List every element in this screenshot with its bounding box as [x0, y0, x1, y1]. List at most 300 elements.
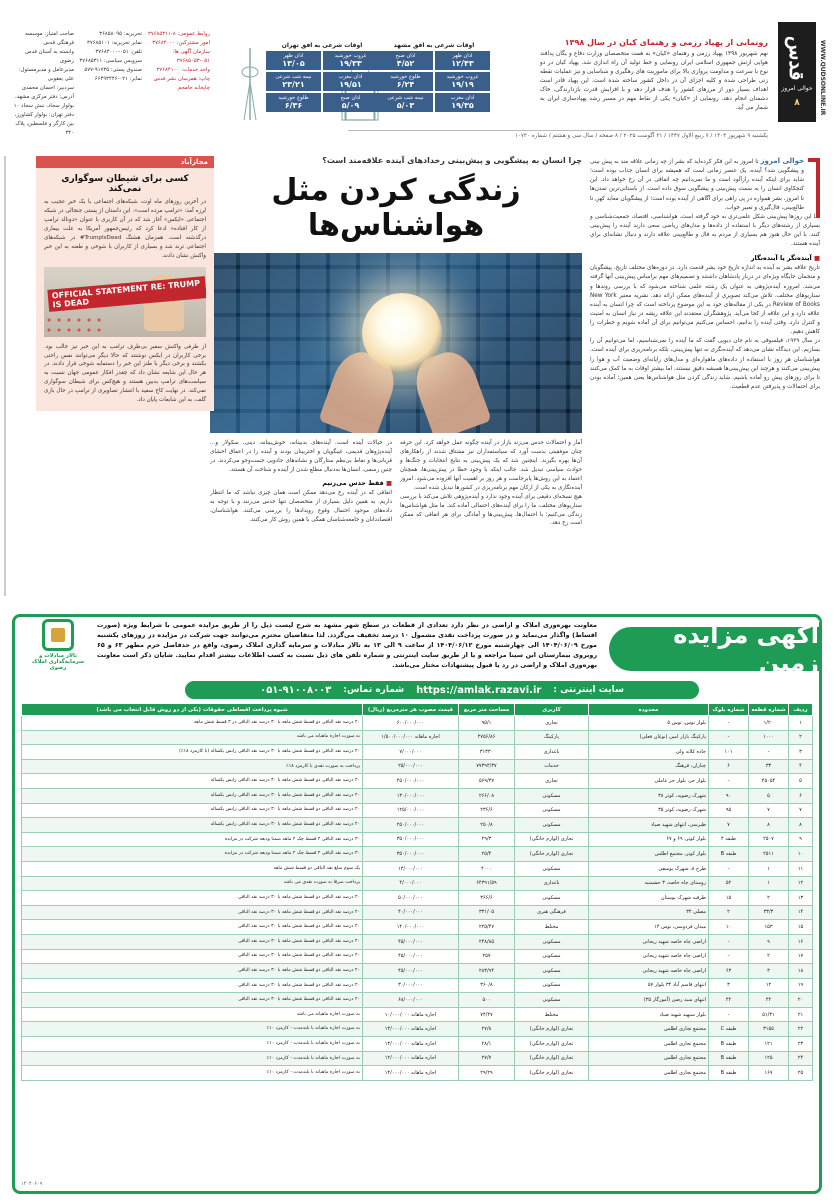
dateline: یکشنبه ۹ شهریور ۱۴۰۴ / ۷ ربیع الاول ۱۴۴۷ / ۳۱ آگوست ۲۰۲۵ / ۸ صفحه / سال سی و هشتم / شماره ۱۰۷۳۰ — [348, 130, 768, 139]
ad-logo — [23, 619, 93, 679]
masthead-col-contacts: تحریریه: ۳۶۸۵۸۰۹۵ نمابر تحریریه: ۳۷۶۸۵۱۰۱ تلفن: ۰۵۱-۳۷۶۸۴۰۰۰ سرویس سیاسی: ۳۷۶۸۵۳۱۱ صندوق پستی: ۹۱۷۳۵-۵۷۷ نمابر: ۰۲۱-۶۶۴۹۳۴۴۶ — [79, 31, 142, 82]
tower-icon — [230, 46, 270, 122]
table-cell: تجاری — [515, 716, 589, 731]
table-cell: ۱۶ — [789, 934, 813, 949]
prayer-cell: اذان مغرب ۱۹/۵۱ — [323, 72, 378, 91]
table-cell: ۸ — [749, 818, 789, 833]
table-cell: - — [709, 1007, 749, 1022]
table-cell: ۲ — [749, 891, 789, 906]
table-cell: ۱ — [749, 876, 789, 891]
feature-paragraph: هیچ نسخه‌ای دقیقی برای آینده وجود ندارد و آینده‌پژوهی تلاش می‌کند با بررسی سناریوهای مختلف، ما را برای آینده‌های احتمالی آماده کند. ما مثل هواشناس‌ها زندگی می‌کنیم؛ با احتمال‌ها، پیش‌بینی‌ها و آمادگی برای هر اتفاقی که ممکن است رخ دهد. — [400, 493, 582, 527]
table-cell: ۵ — [749, 788, 789, 803]
table-cell: اراضی چاه خاصه شهید ریحانی — [589, 934, 709, 949]
site-label: سایت اینترنتی : — [553, 685, 624, 695]
table-cell: ۴۵۰۵۴ — [749, 774, 789, 789]
table-cell: تجاری (لوازم خانگی) — [515, 847, 589, 862]
table-cell: B طبقه — [709, 1051, 749, 1066]
table-cell: ۳۶۰/۸ — [459, 978, 515, 993]
table-cell: ۹۵ — [709, 803, 749, 818]
table-cell: ۱۰ — [709, 920, 749, 935]
table-cell: شهرک رضویه، کوثر ۳۸ — [589, 788, 709, 803]
table-cell: ۴۰ درصد نقد الباقی دو قسط شش ماهه یا ۳۰ درصد نقد الباقی رایس یکساله — [22, 788, 363, 803]
table-row[interactable] — [22, 993, 813, 1008]
table-cell: ۳۰/۰۰۰/۰۰۰ — [363, 978, 459, 993]
table-cell: ۶ — [789, 788, 813, 803]
table-row[interactable] — [22, 759, 813, 774]
table-cell: ۵ — [789, 774, 813, 789]
table-cell: روستای چاه خاصه، ۳ حشمتیه — [589, 876, 709, 891]
table-cell: ۴۰ درصد نقد الباقی دو قسط شش ماهه یا ۳۰ درصد نقد الباقی — [22, 934, 363, 949]
table-cell: ۴۰ درصد نقد الباقی دو قسط شش ماهه یا ۳۰ درصد نقد الباقی رایس یکساله — [22, 774, 363, 789]
table-cell: ۹۰ — [709, 788, 749, 803]
table-cell: بلوار کوثر، مجتمع اطلس — [589, 847, 709, 862]
table-cell: طرح ۸، شهرک یوسفی — [589, 861, 709, 876]
feature-kicker: چرا انسان به پیشگویی و پیش‌بینی رخدادهای آینده علاقه‌مند است؟ — [322, 156, 582, 165]
table-cell: به صورت اجاره ماهیانه با بلندمدت - کارمزد ۱۰٪ — [22, 1051, 363, 1066]
table-cell: ۲۹/۲۹ — [459, 1066, 515, 1081]
table-row[interactable] — [22, 803, 813, 818]
column-header: مساحت متر مربع — [459, 704, 515, 716]
ad-intro: معاونت بهره‌وری املاک و اراضی در نظر دارد تعدادی از قطعات در سطح شهر مشهد به شرح لیست ذیل را از طریق مزایده عمومی با شرایط ویژه (صورت اقساط) واگذار می‌نماید و در صورت پرداخت نقدی مشمول ۱۰ درصد تخفیف می‌گردد. لذا متقاضیان محترم می‌توانند جهت شرکت در مزایده در روزهای یکشنبه مورخ ۱۴۰۴/۰۶/۰۹ الی چهارشنبه مورخ ۱۴۰۴/۰۶/۱۲ از ساعت ۹ الی ۱۳ به تالار مبادلات و سرمایه گذاری املاک رضوی، واقع در حدفاصل حرم مطهر ۶۳ و ۶۵ روبروی بیمارستان ابن سینا مراجعه و یا از طریق سایت اینترنتی و شماره تلفن های ذیل نسبت به کسب اطلاعات بیشتر اقدام نمایید. شایان ذکر است معاونت بهره‌وری املاک و اراضی در رد یا قبول پیشنهادات مختار می‌باشد. — [97, 621, 597, 669]
table-cell: ۲۹/۳ — [459, 832, 515, 847]
table-cell: ۵۲ — [709, 876, 749, 891]
table-cell: ۷۴/۴۷ — [459, 1007, 515, 1022]
table-cell: ۴۵۰/۰۰۰/۰۰۰ — [363, 774, 459, 789]
table-cell: ۲۵۰/۰۰۰/۰۰۰ — [363, 818, 459, 833]
table-row[interactable] — [22, 978, 813, 993]
prayer-cell: نیمه شب شرعی ۲۳/۲۱ — [266, 72, 321, 91]
table-cell: مسکونی — [515, 934, 589, 949]
masthead-col-publisher: صاحب امتیاز: موسسه فرهنگی قدس وابسته به آستان قدس رضوی مدیرعامل و مدیرمسئول: علی یعقوبی سردبیر: احسان محمدی آدرس: دفتر مرکزی مشهد، بولوار سجاد، نبش سجاد ۱۰ دفتر تهران: بولوار کشاورز، بین کارگر و فلسطین، پلاک ۳۴۰ — [13, 31, 74, 136]
table-cell: ۲۳ — [789, 1037, 813, 1052]
table-cell: ۹ — [749, 934, 789, 949]
site-url[interactable]: WWW.QUDSONLINE.IR — [819, 40, 826, 116]
masthead-col-phones: روابط عمومی: ۸-۳۷۶۸۵۳۱۱ امور مشترکین: ۳۷۶۸۴۰۰۰ سازمان آگهی ها: ۰۵۱-۳۷۶۸۵۰۵۳ واحد خدمات: ۳۷۶۸۴۱۰۰ چاپ: همرسان نشر قدس چاپخانه جامجم — [148, 31, 210, 91]
table-cell: ۴۰ درصد نقد الباقی دو قسط شش ماهه یا ۳۰ درصد نقد الباقی — [22, 920, 363, 935]
phone-number[interactable]: ۰۵۱-۹۱۰۰۸۰۰۳ — [260, 684, 332, 696]
masthead-info — [10, 30, 210, 136]
table-row[interactable] — [22, 861, 813, 876]
table-cell: ۴۰ درصد نقد الباقی دو قسط شش ماهه یا ۳۰ درصد نقد الباقی — [22, 964, 363, 979]
prayer-title: اوقات شرعی به افق مشهد — [393, 42, 475, 49]
table-cell: ۲ — [749, 949, 789, 964]
column-header: ردیف — [789, 704, 813, 716]
table-cell: به صورت اجاره ماهیانه می باشد — [22, 1007, 363, 1022]
table-cell: مختلط — [515, 920, 589, 935]
table-cell: باغداری — [515, 745, 589, 760]
table-cell: ۶۳ — [709, 964, 749, 979]
table-cell: ۱۶۷ — [749, 1066, 789, 1081]
table-cell: ۵۱/۳۱ — [749, 1007, 789, 1022]
table-row[interactable] — [22, 876, 813, 891]
table-cell: B طبقه — [709, 847, 749, 862]
table-row[interactable] — [22, 730, 813, 745]
table-cell: ۲۸۳/۹۴ — [459, 964, 515, 979]
table-cell: ۶ — [709, 759, 749, 774]
feature-paragraph: در خیالات آینده است. آینده‌های بدبینانه، خوش‌بینانه، دینی، سکولار و... آینده‌پژوهان قدیمی، غیبگویان و اختربینان بودند و آینده را در اعماق احشای قربانی‌ها و نقاط بی‌نظم ستارگان و نشانه‌های جادویی جست‌وجو می‌کردند. در چنین رسمی، انسان‌ها به‌دنبال مطلع شدن از آینده و شناخت آن هستند. — [210, 440, 392, 473]
feature-article — [210, 156, 582, 596]
table-cell: چناران، فرهنگ — [589, 759, 709, 774]
table-cell: مسکونی — [515, 978, 589, 993]
table-cell: مجتمع تجاری اطلس — [589, 1037, 709, 1052]
table-cell: ۶۴۳۹۱/۵۹ — [459, 876, 515, 891]
side-column — [36, 156, 214, 596]
table-cell: ۲۴۸/۸۵ — [459, 934, 515, 949]
table-cell: ۵۰۰ — [459, 993, 515, 1008]
editorial-lead: حوالی امروز تا امروز به این فکر کرده‌اید که بشر از چه زمانی علاقه مند به پیش بینی و پیشگویی شد؟ آینده، یک عنصر زمانی است که همیشه برای انسان جذاب بوده است؛ شاید برای اینکه آینده رازآلود است و ما نمی‌دانیم چه اتفاقی در آن رخ خواهد داد. این کنجکاوی انسان را به سمت پیش‌بینی و پیشگویی سوق داده است. از باستانی‌ترین تمدن‌ها تا امروز، بشر همواره در پی راهی برای آگاهی از آینده بوده است؛ از پیشگویان معابد کهن تا طالع‌بینی، فال‌گیری و تعبیر خواب. — [590, 157, 805, 211]
table-row[interactable] — [22, 1066, 813, 1081]
table-row[interactable] — [22, 891, 813, 906]
table-cell: ۲۵۱۱ — [749, 847, 789, 862]
table-row[interactable] — [22, 1037, 813, 1052]
column-header: شماره قطعه — [749, 704, 789, 716]
side-tag: مجازآباد — [36, 156, 214, 168]
table-cell: ۵۰/۰۰۰/۰۰۰ — [363, 891, 459, 906]
table-cell: ۱۴ — [789, 905, 813, 920]
table-cell: ۲۱ — [789, 1007, 813, 1022]
table-cell: مسکونی — [515, 818, 589, 833]
table-cell: طبرسی، انتهای شهید صیاد — [589, 818, 709, 833]
table-cell: ۱۹ — [789, 978, 813, 993]
table-cell: بلوار توس، توس ۵ — [589, 716, 709, 731]
table-cell: ۲۰ — [789, 993, 813, 1008]
feature-paragraph: آمار و احتمالات حدس می‌زند بازار در آینده چگونه عمل خواهد کرد. این حرفه چنان موفقیتی بدست آورد که سیاستمداران نیز مشتاق شدند از راهکارهای آن‌ها بهره بگیرند. اینچنین شد که یک پیش‌بینی به نتایج انتخابات و جنگ‌ها و حوادث سیاسی تبدیل شد. جالب اینکه با وجود خطا در پیش‌بینی‌ها، همچنان اعتماد به این روش‌ها پابرجاست و هر روز بر اهمیت آنها افزوده می‌شود. امروز آینده‌نگاری به یکی از ارکان مهم برنامه‌ریزی در کشورها تبدیل شده است. — [400, 440, 582, 491]
column-header: محدوده — [589, 704, 709, 716]
table-cell: - — [709, 774, 749, 789]
table-cell: یک سوم مبلغ نقد الباقی دو قسط شش ماهه — [22, 861, 363, 876]
table-cell: ۳۱۳۳۰ — [459, 745, 515, 760]
feature-image — [210, 253, 582, 433]
table-row[interactable] — [22, 920, 813, 935]
side-body: از طرفی واکنش سفیر بی‌طرف ترامپ به این خبر نیز جالب بود. برخی کاربران در ایکس نوشتند که حالا دیگر می‌توانند نفس راحتی بکشند و برخی دیگر با طنز این خبر را دستمایه شوخی قرار دادند. در هر حال این شایعه نشان داد که چقدر افکار عمومی جهان نسبت به سیاست‌های ترامپ بدبین هستند و هیچ‌کس برای شیطان سوگواری نمی‌کند. در نهایت کاخ سفید با انتشار تصاویری از ترامپ در حال بازی گلف، به این شایعات پایان داد. — [44, 343, 206, 404]
table-cell: ۱۵۳ — [749, 920, 789, 935]
table-cell: ۳۱۵۵ — [749, 1022, 789, 1037]
table-cell: مجتمع تجاری اطلس — [589, 1051, 709, 1066]
table-cell: اراضی چاه خاصه شهید ریحانی — [589, 964, 709, 979]
table-cell: پرداخت صرفا به صورت نقدی می باشد — [22, 876, 363, 891]
table-cell: اجاره ماهانه ۱۲/۰۰۰/۰۰۰ — [363, 1051, 459, 1066]
table-cell: فرهنگی هنری — [515, 905, 589, 920]
table-cell: ۲ — [709, 905, 749, 920]
table-cell: ۴۵/۰۰۰/۰۰۰ — [363, 934, 459, 949]
feature-paragraph: اتفاقی که در آینده رخ می‌دهد ممکن است همان چیزی نباشد که ما انتظار داریم. به همین دلیل بسیاری از متخصصان تنها حدس می‌زنند و با توجه به داده‌های موجود احتمال وقوع رویدادها را بررسی می‌کنند. هواشناسان، اقتصاددانان و جامعه‌شناسان همگی با همین روش کار می‌کنند. — [210, 489, 392, 523]
table-cell: ۱/۲۰ — [749, 716, 789, 731]
table-cell: ۳۵۰/۰۰۰/۰۰۰ — [363, 847, 459, 862]
prayer-cell: طلوع خورشید ۶/۲۴ — [378, 72, 433, 91]
table-cell: ۲۳۶/۶ — [459, 803, 515, 818]
table-cell: ۱۸ — [789, 964, 813, 979]
logo-text: قدس — [785, 36, 809, 81]
table-cell: ۳۶۶/۶ — [459, 891, 515, 906]
table-cell: ۷/۰۰۰/۰۰۰ — [363, 745, 459, 760]
table-cell: تجاری (لوازم خانگی) — [515, 1066, 589, 1081]
table-cell: ۲۴ — [789, 1051, 813, 1066]
table-cell: ۳ — [709, 978, 749, 993]
table-cell: ۱۴/۰۰۰/۰۰۰ — [363, 861, 459, 876]
table-cell: ۲۵۷ — [459, 949, 515, 964]
table-cell: بلوار سپهبد شهید صیاد — [589, 1007, 709, 1022]
prayer-cell: اذان ظهر ۱۳/۰۵ — [266, 51, 321, 70]
table-cell: مختلط — [515, 1007, 589, 1022]
table-cell: اجاره ماهانه ۱۳/۰۰۰/۰۰۰ — [363, 1022, 459, 1037]
table-row[interactable] — [22, 745, 813, 760]
table-cell: ۲۲۵/۴۷ — [459, 920, 515, 935]
table-cell: ۸ — [789, 818, 813, 833]
table-cell: ۲۵۰/۸ — [459, 818, 515, 833]
table-cell: ۴۰ درصد نقد الباقی دو قسط شش ماهه یا ۳۰ درصد نقد الباقی رایس یکساله — [22, 803, 363, 818]
prayer-cell: طلوع خورشید ۶/۳۶ — [266, 93, 321, 112]
table-cell: مسکونی — [515, 891, 589, 906]
table-cell: ۱ — [749, 861, 789, 876]
table-cell: ۱۳۰/۰۰۰/۰۰۰ — [363, 788, 459, 803]
table-cell: ۱۰ — [789, 847, 813, 862]
side-title[interactable]: کسی برای شیطان سوگواری نمی‌کند — [61, 174, 189, 194]
prayer-cell: اذان صبح ۴/۵۲ — [378, 51, 433, 70]
table-cell: ۴۵/۰۰۰/۰۰۰ — [363, 949, 459, 964]
table-cell: ۲۷/۷ — [459, 1051, 515, 1066]
table-cell: ۲۵/۰۰۰/۰۰۰ — [363, 759, 459, 774]
table-cell: - — [709, 949, 749, 964]
table-cell: جاده کلاته ولی — [589, 745, 709, 760]
table-row[interactable] — [22, 934, 813, 949]
table-cell: به صورت اجاره ماهیانه می باشد — [22, 730, 363, 745]
column-header: شیوه پرداخت اقساطی حقوقات (یکی از دو روش قابل انتخاب می باشد) — [22, 704, 363, 716]
table-cell: ۱۷ — [789, 949, 813, 964]
table-cell: ۴۰ درصد نقد الباقی دو قسط شش ماهه یا ۳۰ درصد نقد الباقی — [22, 905, 363, 920]
table-cell: ۲۵۰۷ — [749, 832, 789, 847]
table-cell: ۹ — [789, 832, 813, 847]
table-cell: مسکونی — [515, 803, 589, 818]
table-cell: تجاری (لوازم خانگی) — [515, 1037, 589, 1052]
table-cell: انتهای قاسم آباد ۳۴ بلوار ۵۷ — [589, 978, 709, 993]
table-cell: - — [709, 861, 749, 876]
logo-subtitle: حوالی امروز — [781, 84, 813, 92]
side-photo — [44, 267, 206, 337]
crystal-ball-icon — [362, 293, 442, 373]
table-cell: ۴۰ درصد نقد الباقی دو قسط شش ماهه یا ۳۰ درصد نقد الباقی رایس یکساله — [22, 818, 363, 833]
table-cell: ۴ — [789, 759, 813, 774]
table-cell: ۱۱ — [789, 861, 813, 876]
top-news-title: رونمایی از پهپاد رزمی و رهنمای کیان در سال ۱۳۹۸ — [564, 38, 768, 47]
table-cell: ۲۵ — [789, 1066, 813, 1081]
table-cell: اجاره ماهانه ۱/۵۰۰/۰۰۰/۰۰۰ — [363, 730, 459, 745]
prayer-title: اوقات شرعی به افق تهران — [281, 42, 363, 49]
table-cell: شهرک رضویه، کوثر ۳۵ — [589, 803, 709, 818]
table-cell: ۱۳ — [789, 891, 813, 906]
table-cell: ۳ — [749, 964, 789, 979]
table-cell: طبقه ۴ — [709, 832, 749, 847]
table-cell: طرقبه شهرک بوستان — [589, 891, 709, 906]
editorial-column — [590, 156, 820, 596]
table-row[interactable] — [22, 1022, 813, 1037]
table-cell: ۱۵ — [789, 920, 813, 935]
prayer-times-tehran — [266, 42, 378, 126]
table-cell: خدمات — [515, 759, 589, 774]
table-cell: ۳۳ — [749, 759, 789, 774]
table-cell: مصلی ۳۴ — [589, 905, 709, 920]
top-news — [540, 38, 768, 113]
logo-mark-icon — [42, 619, 74, 651]
table-cell: ۴۰ درصد نقد الباقی دو قسط شش ماهه یا ۳۰ درصد نقد الباقی رایس یکساله (با کارمزد ۱۸٪) — [22, 745, 363, 760]
table-cell: B طبقه — [709, 1037, 749, 1052]
table-cell: ۴۰۰۰ — [459, 861, 515, 876]
table-cell: ۲۶۶/۰۸ — [459, 788, 515, 803]
table-cell: ۷ — [789, 803, 813, 818]
table-cell: - — [709, 730, 749, 745]
table-cell: ۴۴ — [709, 993, 749, 1008]
table-cell: ۴۴ — [749, 993, 789, 1008]
table-cell: ۲ — [789, 730, 813, 745]
prayer-cell: اذان مغرب ۱۹/۳۵ — [435, 93, 490, 112]
prayer-times-mashhad — [378, 42, 490, 126]
table-cell: ۴۰ درصد نقد الباقی دو قسط شش ماهه یا ۳۰ درصد نقد الباقی در ۳ قسط شش ماهه — [22, 716, 363, 731]
page-header — [0, 0, 834, 146]
table-cell: ۳۳۱/۰۵ — [459, 905, 515, 920]
phone-label: شماره تماس: — [343, 685, 405, 695]
table-cell: ۳۵۰/۰۰۰/۰۰۰ — [363, 832, 459, 847]
table-row[interactable] — [22, 788, 813, 803]
table-cell: ۴۰ درصد نقد الباقی دو قسط شش ماهه یا ۳۰ درصد نقد الباقی — [22, 949, 363, 964]
auction-ad — [12, 614, 822, 1194]
column-header: کاربری — [515, 704, 589, 716]
table-cell: ۴۰/۰۰۰/۰۰۰ — [363, 905, 459, 920]
table-cell: مسکونی — [515, 949, 589, 964]
table-cell: مسکونی — [515, 964, 589, 979]
table-cell: به صورت اجاره ماهیانه با بلندمدت - کارمزد ۱۰٪ — [22, 1037, 363, 1052]
table-cell: تجاری — [515, 774, 589, 789]
table-row[interactable] — [22, 818, 813, 833]
table-row[interactable] — [22, 716, 813, 731]
prayer-cell: غروب خورشید ۱۹/۱۹ — [435, 72, 490, 91]
table-header-row — [22, 704, 813, 716]
table-cell: ۱۲۱ — [749, 1037, 789, 1052]
table-cell: ۱۲ — [789, 876, 813, 891]
newspaper-logo[interactable] — [778, 22, 816, 122]
table-row[interactable] — [22, 832, 813, 847]
table-row[interactable] — [22, 847, 813, 862]
table-cell: پارکینگ — [515, 730, 589, 745]
table-cell: ۳ — [789, 745, 813, 760]
column-header: شماره بلوک — [709, 704, 749, 716]
table-cell: مجتمع تجاری اطلس — [589, 1066, 709, 1081]
table-cell: بلوار کوثر، ۶۹ و ۶۷ — [589, 832, 709, 847]
table-cell: ۴/۰۰۰/۰۰۰ — [363, 876, 459, 891]
table-cell: B طبقه — [709, 1066, 749, 1081]
ad-title: آگهی مزایده زمین — [609, 627, 819, 671]
auction-table — [21, 703, 813, 1081]
table-cell: ۶۰۰/۰۰۰/۰۰۰ — [363, 716, 459, 731]
editorial-body: در سال ۱۹۳۹، فیلسوفی به نام جان دیویی گفت که ما آینده را نمی‌شناسیم، اما می‌توانیم آن را بسازیم. این دیدگاه نشان می‌دهد که آینده‌نگری نه تنها پیش‌بینی، بلکه برنامه‌ریزی برای آینده است. هواشناسان هر روز با استفاده از داده‌های ماهواره‌ای و مدل‌های رایانه‌ای وضعیت آب و هوا را پیش‌بینی می‌کنند و هرچند این پیش‌بینی‌ها همیشه دقیق نیستند، اما بیشتر اوقات به ما کمک می‌کنند تا برای روزهای پیش رو آماده باشیم. شاید زندگی کردن مثل هواشناس‌ها یعنی همین؛ آماده بودن برای احتمالات و پذیرفتن عدم قطعیت. — [590, 338, 820, 390]
table-cell: ۲۲ — [789, 1022, 813, 1037]
table-cell: پرداخت به صورت نقدی با کارمزد ۱۸٪ — [22, 759, 363, 774]
left-margin-bar — [4, 156, 26, 596]
table-cell: ۲۵/۴ — [459, 847, 515, 862]
prayer-cell: اذان ظهر ۱۲/۴۳ — [435, 51, 490, 70]
side-body: در آخرین روزهای ماه اوت، شبکه‌های اجتماعی با یک خبر عجیب به لرزه آمد: «ترامپ مرده است». این داستان از پستی جنجالی در شبکه اجتماعی «ایکس» آغاز شد که در آن کاربری با عنوان «دونالد ترامپ از کار افتاده» ادعا کرد که رئیس‌جمهور آمریکا به علت بیماری درگذشته است. همزمان هشتگ TrumpIsDead# در شبکه‌های اجتماعی ترند شد و بسیاری از کاربران با شوخی و طعنه به این خبر واکنش نشان دادند. — [44, 199, 206, 259]
site-link[interactable]: https://amlak.razavi.ir — [416, 684, 542, 696]
table-cell: ۴۰ درصد نقد الباقی دو قسط شش ماهه یا ۳۰ درصد نقد الباقی — [22, 978, 363, 993]
editorial-body: اما این روزها پیش‌بینی شکل علمی‌تری به خود گرفته است. هواشناسی، اقتصاد، جمعیت‌شناسی و بسیاری از رشته‌های دیگر با استفاده از داده‌ها و مدل‌های ریاضی سعی دارند آینده را پیش‌بینی کنند. با این حال هنوز هم بسیاری از مردم به فال و طالع‌بینی علاقه دارند و دنبال نشانه‌ای برای آینده هستند. — [590, 213, 820, 248]
table-cell: مسکونی — [515, 861, 589, 876]
prayer-cell: نیمه شب شرعی ۵/۰۳ — [378, 93, 433, 112]
table-cell: باغداری — [515, 876, 589, 891]
prayer-cell: اذان صبح ۵/۰۹ — [323, 93, 378, 112]
table-cell: - — [709, 934, 749, 949]
table-cell: ۱۰۰۰ — [749, 730, 789, 745]
ad-contact-bar — [185, 681, 699, 699]
logo-year: ۸ — [794, 97, 800, 108]
table-cell: - — [709, 716, 749, 731]
table-row[interactable] — [22, 905, 813, 920]
table-cell: تجاری (لوازم خانگی) — [515, 1022, 589, 1037]
table-cell: ۱۰۱ — [709, 745, 749, 760]
column-header: قیمت مصوب هر مترمربع (ریال) — [363, 704, 459, 716]
table-cell: به صورت اجاره ماهیانه با بلندمدت - کارمزد ۱۰٪ — [22, 1066, 363, 1081]
top-news-body: نهم شهریور ۱۳۹۸ پهپاد رزمی و رهنمای «کیان» به همت متخصصان وزارت دفاع و یگان پدافند هوایی ارتش جمهوری اسلامی ایران رونمایی و خط تولید آن راه اندازی شد. پهپاد کیان در دو نوع با سرعت و مداومت پروازی بالا برای ماموریت های رهگیری و شناسایی و نیز عملیات نقطه زنی طراحی شده و کلیه اجزای آن در داخل کشور ساخته شده است. این پهپاد قادر است اهداف بسیار دور از مرزهای کشور را هدف قرار دهد و با افزایش قدرت بازدارندگی، خاک دشمنان انجام دهد. رونمایی از «کیان» یکی از نقاط مهم در مسیر رشد پهپادسازی ایران به شمار می آید. — [540, 51, 768, 111]
table-cell: پارکینگ بازار امین (نوغان فعلی) — [589, 730, 709, 745]
table-cell: ۷ — [709, 818, 749, 833]
table-cell: مجتمع تجاری اطلس — [589, 1022, 709, 1037]
table-cell: ۱۲۵/۰۰۰/۰۰۰ — [363, 803, 459, 818]
table-row[interactable] — [22, 949, 813, 964]
table-cell: ۴۵/۰۰۰/۰۰۰ — [363, 964, 459, 979]
table-row[interactable] — [22, 964, 813, 979]
table-cell: اراضی چاه خاصه شهید ریحانی — [589, 949, 709, 964]
editorial-subheading: ■ آینده‌نگر یا آینده‌نگار — [590, 254, 820, 262]
table-cell: ۱۲۵ — [749, 1051, 789, 1066]
feature-headline[interactable]: زندگی کردن مثل هواشناس‌ها — [271, 173, 521, 243]
table-cell: انتهای سید رضی (آموزگار ۳۵) — [589, 993, 709, 1008]
editorial-body: تاریخ علاقه بشر به آینده به اندازه تاریخ خود بشر قدمت دارد. در دوره‌های مختلف تاریخ، پیشگویان و منجمان جایگاه ویژه‌ای در دربار پادشاهان داشتند و تصمیم‌های مهم براساس پیش‌بینی آنها گرفته می‌شد. امروزه آینده‌پژوهی به عنوان یک رشته علمی شناخته می‌شود که با بررسی روندها و سناریوهای مختلف، تلاش می‌کند تصویری از آینده‌های ممکن ارائه دهد. نشریه معتبر New York Review of Books در یکی از مقاله‌های خود به این موضوع پرداخته است که چرا انسان به آینده علاقه دارد و این علاقه از کجا می‌آید. پژوهشگران معتقدند این علاقه ریشه در نیاز انسان به امنیت و کنترل دارد. وقتی آینده را بدانیم، احساس می‌کنیم می‌توانیم برای آن آماده شویم و خطرات را کاهش دهیم. — [590, 265, 820, 336]
table-row[interactable] — [22, 1007, 813, 1022]
ad-logo-text: تالار مبادلات و سرمایه‌گذاری املاک رضوی — [31, 653, 85, 671]
table-cell: ۶۸/۰۰۰/۰۰۰ — [363, 993, 459, 1008]
table-cell: ۴۰ درصد نقد الباقی دو قسط شش ماهه یا ۳۰ درصد نقد الباقی — [22, 891, 363, 906]
prayer-cell: غروب خورشید ۱۹/۳۳ — [323, 51, 378, 70]
editorial-label: حوالی امروز — [760, 157, 805, 165]
table-cell: اجاره ماهانه ۱۰/۰۰۰/۰۰۰ — [363, 1007, 459, 1022]
feature-subheading: ■ فقط حدس می‌زنیم — [210, 479, 392, 487]
table-cell: ۷۷۳۹۴/۳۷ — [459, 759, 515, 774]
table-cell: ۵۶۹/۳۷ — [459, 774, 515, 789]
table-cell: ۱ — [789, 716, 813, 731]
table-cell: ۱۴۰/۰۰۰/۰۰۰ — [363, 920, 459, 935]
table-cell: ۴۷۵۶/۸۶ — [459, 730, 515, 745]
table-cell: به صورت اجاره ماهیانه با بلندمدت - کارمزد ۱۰٪ — [22, 1022, 363, 1037]
table-cell: مسکونی — [515, 788, 589, 803]
table-cell: ۲۸/۱ — [459, 1037, 515, 1052]
table-cell: بلوار حر، بلوار حر عاملی — [589, 774, 709, 789]
table-row[interactable] — [22, 1051, 813, 1066]
table-cell: ۷ — [749, 803, 789, 818]
photo-caption: OFFICIAL STATEMENT RE: TRUMP IS DEAD — [47, 276, 206, 312]
table-cell: ۲۷/۸ — [459, 1022, 515, 1037]
editorial-badge — [808, 158, 820, 218]
table-cell: میدان فردوسی، توس ۱۴ — [589, 920, 709, 935]
table-cell: تجاری (لوازم خانگی) — [515, 1051, 589, 1066]
table-cell: - — [749, 745, 789, 760]
table-cell: تجاری (لوازم خانگی) — [515, 832, 589, 847]
table-row[interactable] — [22, 774, 813, 789]
table-cell: ۹۵/۱ — [459, 716, 515, 731]
table-cell: ۱۲ — [749, 978, 789, 993]
table-cell: مسکونی — [515, 993, 589, 1008]
table-cell: ۳۳/۳ — [749, 905, 789, 920]
table-cell: ۳۰ درصد نقد الباقی ۴ قسط چک ۴ ماهه ضمنا ودیعه شرکت در مزایده — [22, 847, 363, 862]
table-cell: ۱۵ — [709, 891, 749, 906]
table-cell: ۴۰ درصد نقد الباقی دو قسط شش ماهه یا ۳۰ درصد نقد الباقی — [22, 993, 363, 1008]
ad-code: ۱۴۰۴۰۶۰۹ — [21, 1181, 43, 1187]
